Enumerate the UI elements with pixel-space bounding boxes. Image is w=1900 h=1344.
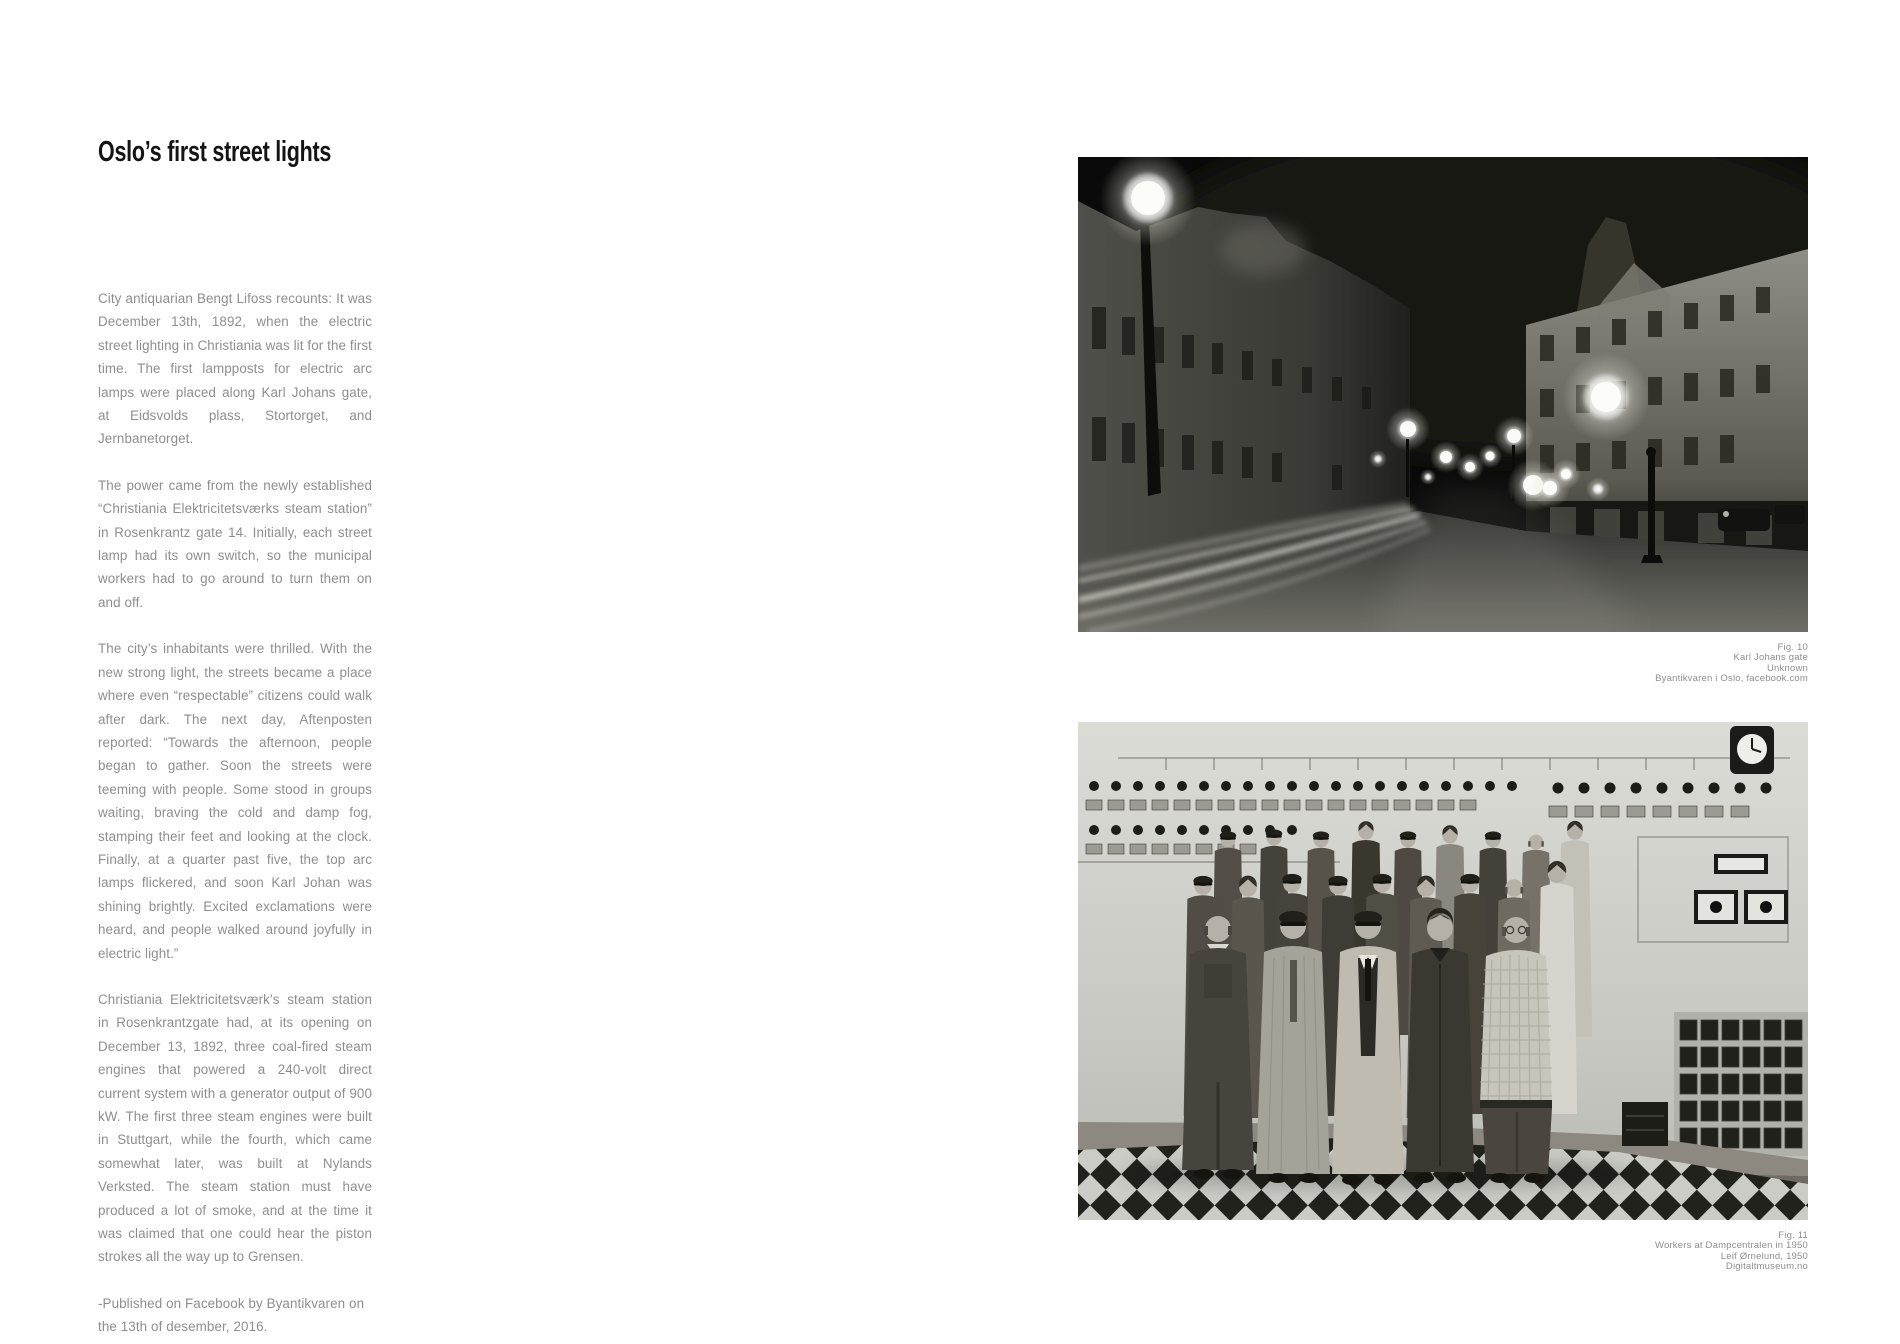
article-column [98, 136, 372, 1339]
caption-line: Unknown [1766, 662, 1808, 674]
caption-line: Fig. 10 [1777, 642, 1808, 653]
figure-2-caption [1078, 1231, 1808, 1272]
caption-line: Fig. 11 [1778, 1230, 1808, 1241]
caption-line: Leif Ørnelund, 1950 [1720, 1250, 1808, 1262]
workers-illustration [1078, 722, 1808, 1220]
night-street-photo [1078, 157, 1808, 632]
figure-1-caption [1078, 643, 1808, 684]
caption-line: Workers at Dampcentralen in 1950 [1654, 1240, 1808, 1252]
workers-group-photo [1078, 722, 1808, 1220]
caption-line: Karl Johans gate [1733, 652, 1808, 664]
caption-line: Byantikvaren i Oslo, facebook.com [1655, 672, 1808, 684]
paragraph-4: Christiania Elektricitetsværk’s steam station in Rosenkrantzgate had, at its opening on December 13, 1892, three coal-fired steam engines that powered a 240-volt direct current system with a generator output of 900 kW. The first three steam engines were built in Stuttgart, while the fourth, which came somewhat later, was built at Nylands Verksted. The steam station must have produced a lot of smoke, and at the time it was claimed that one could hear the piston strokes all the way up to Grensen. [98, 991, 372, 1265]
paragraph-1: City antiquarian Bengt Lifoss recounts: It was December 13th, 1892, when the electric street lighting in Christiania was lit for the first time. The first lampposts for electric arc lamps were placed along Karl Johans gate, at Eidsvolds plass, Stortorget, and Jernbanetorget. [98, 291, 372, 447]
paragraph-2: The power came from the newly established “Christiania Elektricitetsværks steam station” in Rosenkrantz gate 14. Initially, each street lamp had its own switch, so the municipal workers had to go around to turn them on and off. [98, 477, 372, 610]
night-street-illustration [1078, 157, 1808, 632]
article-body [98, 287, 372, 1339]
caption-line: Digitaltmuseum.no [1725, 1260, 1808, 1272]
paragraph-3: The city’s inhabitants were thrilled. With the new strong light, the streets became a place where even “respectable” citizens could walk after dark. The next day, Aftenposten reported: “Towards the afternoon, people began to gather. Soon the streets were teeming with people. Some stood in groups waiting, braving the cold and damp fog, stamping their feet and looking at the clock. Finally, at a quarter past five, the top arc lamps flickered, and soon Karl Johan was shining brightly. Excited exclamations were heard, and people walked around joyfully in electric light.” [98, 641, 372, 961]
page-title: Oslo’s first street lights [98, 136, 332, 168]
paragraph-published-note: -Published on Facebook by Byantikvaren on the 13th of desember, 2016. [98, 1295, 365, 1335]
